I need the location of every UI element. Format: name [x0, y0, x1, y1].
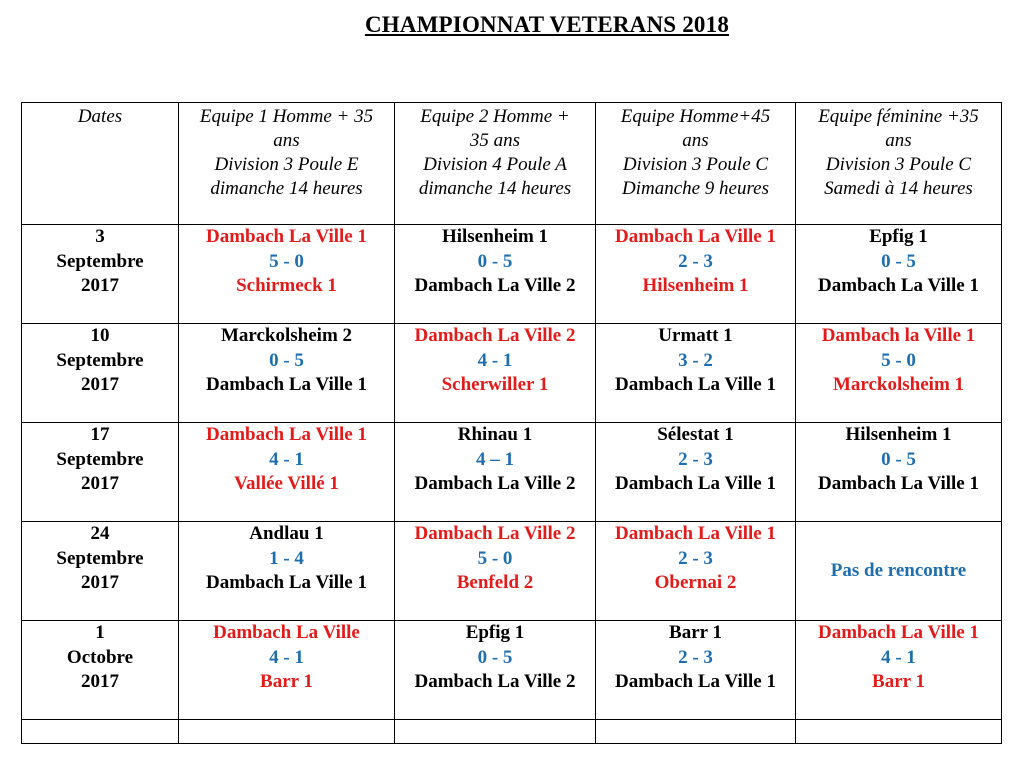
match-score: 4 - 1	[269, 646, 304, 668]
home-team: Dambach La Ville	[213, 622, 360, 643]
away-team: Hilsenheim 1	[642, 275, 749, 296]
match-score: 2 - 3	[678, 250, 713, 272]
header-team-feminine	[796, 103, 1002, 225]
home-team: Sélestat 1	[657, 424, 734, 445]
date-line: 1	[95, 622, 105, 643]
header-team-1	[179, 103, 395, 225]
home-team: Dambach La Ville 2	[414, 523, 576, 544]
header-line: Equipe féminine +35	[818, 106, 979, 127]
date-line: 3	[95, 226, 105, 247]
table-row	[22, 225, 1002, 324]
schedule-body	[22, 225, 1002, 744]
match-score: 4 – 1	[476, 448, 514, 470]
date-cell	[22, 423, 179, 522]
match-cell	[596, 324, 796, 423]
match-cell	[395, 324, 596, 423]
date-line: Septembre	[56, 448, 144, 470]
home-team: Epfig 1	[465, 622, 525, 643]
away-team: Barr 1	[872, 671, 925, 692]
away-team: Benfeld 2	[456, 572, 534, 593]
header-line: 35 ans	[469, 130, 521, 151]
match-cell	[596, 621, 796, 720]
match-cell	[395, 423, 596, 522]
empty-cell	[22, 720, 179, 744]
empty-cell	[596, 720, 796, 744]
match-cell	[395, 225, 596, 324]
header-team-45	[596, 103, 796, 225]
empty-row	[22, 720, 1002, 744]
away-team: Obernai 2	[654, 572, 737, 593]
match-score: 2 - 3	[678, 448, 713, 470]
home-team: Dambach la Ville 1	[821, 325, 976, 346]
header-dates	[22, 103, 179, 225]
date-line: Septembre	[56, 547, 144, 569]
empty-cell	[179, 720, 395, 744]
empty-cell	[796, 720, 1002, 744]
match-score: 0 - 5	[269, 349, 304, 371]
date-cell	[22, 522, 179, 621]
match-cell	[796, 522, 1002, 621]
home-team: Dambach La Ville 1	[615, 523, 776, 544]
away-team: Dambach La Ville 1	[615, 374, 776, 395]
home-team: Barr 1	[669, 622, 722, 643]
match-cell	[796, 324, 1002, 423]
match-score: 3 - 2	[678, 349, 713, 371]
away-team: Dambach La Ville 1	[206, 572, 367, 593]
date-cell	[22, 621, 179, 720]
header-line: ans	[885, 130, 912, 151]
match-score: 0 - 5	[881, 448, 916, 470]
home-team: Dambach La Ville 1	[206, 424, 367, 445]
match-score: 5 - 0	[881, 349, 916, 371]
header-line: Dimanche 9 heures	[621, 178, 770, 199]
header-line: Equipe 1 Homme + 35	[199, 106, 374, 127]
match-score: 4 - 1	[269, 448, 304, 470]
header-line: Equipe Homme+45	[620, 106, 771, 127]
document-title: CHAMPIONNAT VETERANS 2018	[364, 12, 730, 37]
match-cell	[596, 522, 796, 621]
header-line: ans	[273, 130, 300, 151]
match-cell	[796, 225, 1002, 324]
match-cell	[179, 522, 395, 621]
date-line: 2017	[81, 572, 119, 593]
table-row	[22, 621, 1002, 720]
date-line: 24	[90, 523, 110, 544]
match-score: 2 - 3	[678, 547, 713, 569]
header-line: Division 4 Poule A	[423, 154, 567, 175]
header-line: Equipe 2 Homme +	[420, 106, 570, 127]
match-cell	[596, 423, 796, 522]
table-row	[22, 423, 1002, 522]
match-cell	[179, 324, 395, 423]
header-line: Dates	[77, 106, 123, 127]
header-line: dimanche 14 heures	[210, 178, 363, 199]
match-cell	[796, 423, 1002, 522]
home-team: Hilsenheim 1	[441, 226, 549, 247]
away-team: Dambach La Ville 2	[414, 671, 576, 692]
match-score: 0 - 5	[881, 250, 916, 272]
match-cell	[395, 522, 596, 621]
match-cell	[395, 621, 596, 720]
home-team: Andlau 1	[249, 523, 324, 544]
no-match-note: Pas de rencontre	[830, 559, 967, 581]
date-line: 17	[90, 424, 110, 445]
match-cell	[179, 423, 395, 522]
date-line: 2017	[81, 473, 119, 494]
home-team: Dambach La Ville 1	[818, 622, 979, 643]
home-team: Urmatt 1	[658, 325, 733, 346]
away-team: Dambach La Ville 1	[818, 275, 979, 296]
date-line: Septembre	[56, 349, 144, 371]
date-cell	[22, 324, 179, 423]
away-team: Dambach La Ville 1	[206, 374, 367, 395]
away-team: Dambach La Ville 1	[615, 671, 776, 692]
match-score: 2 - 3	[678, 646, 713, 668]
empty-cell	[395, 720, 596, 744]
date-line: Octobre	[66, 646, 134, 668]
match-cell	[179, 225, 395, 324]
match-score: 0 - 5	[477, 250, 513, 272]
away-team: Dambach La Ville 2	[414, 275, 576, 296]
home-team: Epfig 1	[869, 226, 928, 247]
match-score: 0 - 5	[477, 646, 513, 668]
match-cell	[596, 225, 796, 324]
header-row	[22, 103, 1002, 225]
header-line: dimanche 14 heures	[418, 178, 572, 199]
away-team: Dambach La Ville 1	[818, 473, 979, 494]
away-team: Barr 1	[260, 671, 313, 692]
table-row	[22, 324, 1002, 423]
header-line: Samedi à 14 heures	[824, 178, 973, 199]
date-line: 10	[90, 325, 110, 346]
header-line: ans	[682, 130, 709, 151]
date-line: 2017	[81, 275, 119, 296]
date-cell	[22, 225, 179, 324]
match-score: 5 - 0	[477, 547, 513, 569]
away-team: Schirmeck 1	[236, 275, 337, 296]
home-team: Dambach La Ville 1	[206, 226, 367, 247]
date-line: Septembre	[56, 250, 144, 272]
match-score: 4 - 1	[881, 646, 916, 668]
home-team: Marckolsheim 2	[220, 325, 353, 346]
table-row	[22, 522, 1002, 621]
header-line: Division 3 Poule E	[214, 154, 359, 175]
home-team: Hilsenheim 1	[845, 424, 952, 445]
away-team: Dambach La Ville 1	[615, 473, 776, 494]
match-score: 1 - 4	[269, 547, 304, 569]
away-team: Vallée Villé 1	[234, 473, 339, 494]
date-line: 2017	[81, 374, 119, 395]
home-team: Rhinau 1	[457, 424, 533, 445]
away-team: Marckolsheim 1	[832, 374, 965, 395]
home-team: Dambach La Ville 2	[414, 325, 576, 346]
header-line: Division 3 Poule C	[622, 154, 769, 175]
header-team-2	[395, 103, 596, 225]
schedule-table	[21, 102, 1002, 744]
match-score: 5 - 0	[269, 250, 304, 272]
header-line: Division 3 Poule C	[825, 154, 972, 175]
date-line: 2017	[81, 671, 119, 692]
match-cell	[796, 621, 1002, 720]
away-team: Scherwiller 1	[441, 374, 549, 395]
match-score: 4 - 1	[477, 349, 513, 371]
away-team: Dambach La Ville 2	[414, 473, 576, 494]
match-cell	[179, 621, 395, 720]
home-team: Dambach La Ville 1	[615, 226, 776, 247]
